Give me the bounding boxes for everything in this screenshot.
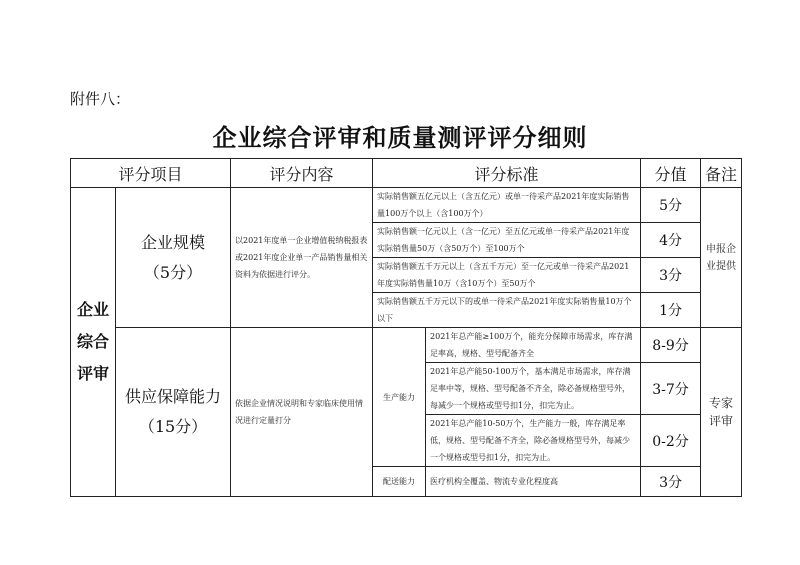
scale-name: 企业规模: [141, 232, 206, 252]
supply-name: 供应保障能力: [125, 387, 222, 406]
scale-score: 5分: [641, 188, 701, 223]
capacity-criterion: 2021年总产能50-100万个，基本满足市场需求，库存满足率中等，规格、型号配备不齐全，除必备规格型号外，每减少一个规格或型号扣1分，扣完为止。: [426, 363, 641, 415]
header-criteria: 评分标准: [373, 159, 641, 188]
scale-criterion: 实际销售额一亿元以上（含一亿元）至五亿元或单一待采产品2021年度实际销售量50万（含50万个）至100万个: [373, 223, 641, 258]
capacity-score: 0-2分: [641, 415, 701, 467]
attachment-label: 附件八：: [70, 90, 131, 108]
delivery-score: 3分: [641, 467, 701, 497]
scale-content: 以2021年度单一企业增值税纳税报表或2021年度企业单一产品销售量相关资料为依据进行评分。: [231, 188, 373, 328]
header-project: 评分项目: [71, 159, 231, 188]
scale-score: 3分: [641, 258, 701, 293]
supply-note: 专家评审: [701, 328, 742, 497]
capacity-label: 生产能力: [373, 328, 426, 467]
supply-item: [116, 328, 231, 497]
scale-item: [116, 188, 231, 328]
delivery-label: 配送能力: [373, 467, 426, 497]
header-row: [71, 159, 742, 188]
supply-content: 依据企业情况说明和专家临床使用情况进行定量打分: [231, 328, 373, 497]
scale-criterion: 实际销售额五亿元以上（含五亿元）或单一待采产品2021年度实际销售量100万个以上（含100万个）: [373, 188, 641, 223]
capacity-score: 8-9分: [641, 328, 701, 363]
scale-score: 4分: [641, 223, 701, 258]
capacity-score: 3-7分: [641, 363, 701, 415]
table-row: [71, 328, 742, 363]
capacity-criterion: 2021年总产能10-50万个，生产能力一般，库存满足率低，规格、型号配备不齐全，除必备规格型号外，每减少一个规格或型号扣1分，扣完为止。: [426, 415, 641, 467]
scale-note: 申报企业提供: [701, 188, 742, 328]
scale-score: 1分: [641, 293, 701, 328]
scoring-table: [70, 158, 742, 497]
supply-points: （15分）: [138, 417, 208, 436]
document-title: 企业综合评审和质量测评评分细则: [212, 123, 588, 152]
scale-criterion: 实际销售额五千万元以上（含五千万元）至一亿元或单一待采产品2021年度实际销售量10万（含10万个）至50万个: [373, 258, 641, 293]
header-note: 备注: [701, 159, 742, 188]
header-score: 分值: [641, 159, 701, 188]
header-content: 评分内容: [231, 159, 373, 188]
scale-criterion: 实际销售额五千万元以下的或单一待采产品2021年度实际销售量10万个以下: [373, 293, 641, 328]
scale-points: （5分）: [143, 262, 203, 282]
delivery-criterion: 医疗机构全覆盖、物流专业化程度高: [426, 467, 641, 497]
table-row: [71, 188, 742, 223]
category-label: 企业综合评审: [77, 300, 110, 383]
capacity-criterion: 2021年总产能≥100万个，能充分保障市场需求，库存满足率高，规格、型号配备齐全: [426, 328, 641, 363]
category-cell: [71, 188, 116, 497]
